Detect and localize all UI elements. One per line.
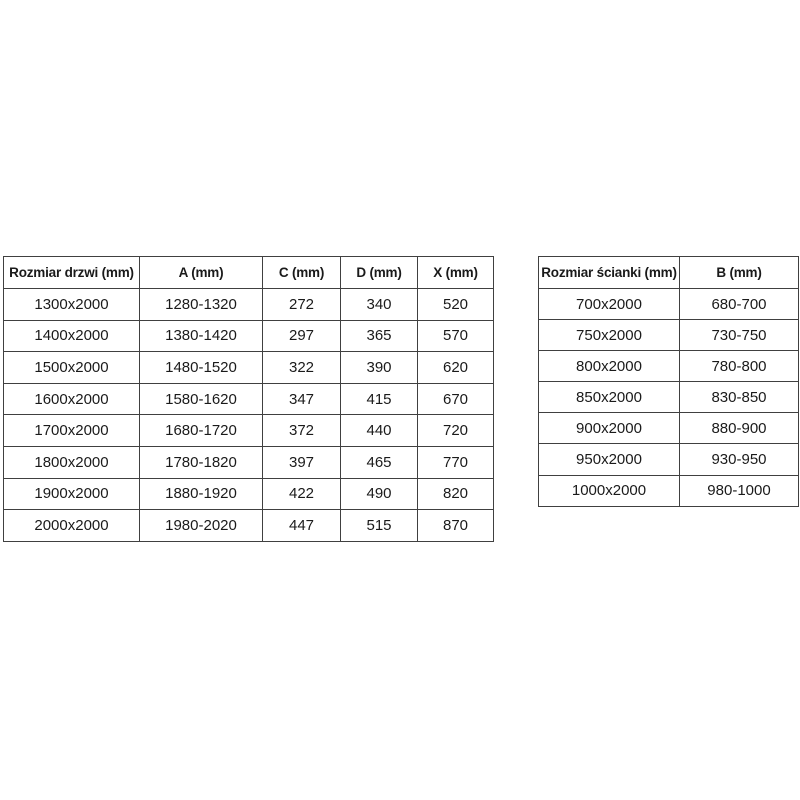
table-cell: 770 — [418, 446, 494, 478]
table-row — [539, 475, 799, 506]
column-header: B (mm) — [680, 257, 799, 289]
table-cell: 680-700 — [680, 289, 799, 320]
table-cell: 730-750 — [680, 320, 799, 351]
table-cell: 780-800 — [680, 351, 799, 382]
table-row — [539, 413, 799, 444]
table-cell: 340 — [341, 289, 418, 321]
table-cell: 2000x2000 — [4, 510, 140, 542]
table-row — [4, 289, 494, 321]
table-cell: 447 — [263, 510, 341, 542]
table-row — [4, 320, 494, 352]
table-cell: 422 — [263, 478, 341, 510]
wall-sizes-table-body — [539, 289, 799, 507]
table-row — [4, 352, 494, 384]
table-cell: 1500x2000 — [4, 352, 140, 384]
table-row — [539, 444, 799, 475]
door-sizes-table-body — [4, 289, 494, 542]
table-cell: 1400x2000 — [4, 320, 140, 352]
table-cell: 1000x2000 — [539, 475, 680, 506]
table-cell: 372 — [263, 415, 341, 447]
table-row — [4, 478, 494, 510]
table-cell: 830-850 — [680, 382, 799, 413]
table-cell: 670 — [418, 383, 494, 415]
column-header: C (mm) — [263, 257, 341, 289]
table-cell: 820 — [418, 478, 494, 510]
table-cell: 750x2000 — [539, 320, 680, 351]
table-cell: 490 — [341, 478, 418, 510]
table-cell: 365 — [341, 320, 418, 352]
table-cell: 440 — [341, 415, 418, 447]
table-row — [539, 382, 799, 413]
table-cell: 800x2000 — [539, 351, 680, 382]
table-cell: 465 — [341, 446, 418, 478]
table-row — [539, 289, 799, 320]
table-cell: 1980-2020 — [140, 510, 263, 542]
table-row — [4, 446, 494, 478]
table-cell: 1580-1620 — [140, 383, 263, 415]
table-row — [4, 383, 494, 415]
table-cell: 397 — [263, 446, 341, 478]
table-cell: 950x2000 — [539, 444, 680, 475]
table-cell: 515 — [341, 510, 418, 542]
table-cell: 930-950 — [680, 444, 799, 475]
table-cell: 1700x2000 — [4, 415, 140, 447]
table-cell: 415 — [341, 383, 418, 415]
table-cell: 900x2000 — [539, 413, 680, 444]
table-cell: 297 — [263, 320, 341, 352]
table-cell: 1880-1920 — [140, 478, 263, 510]
header-row — [4, 257, 494, 289]
table-cell: 620 — [418, 352, 494, 384]
table-cell: 1600x2000 — [4, 383, 140, 415]
wall-sizes-table-head — [539, 257, 799, 289]
table-cell: 1300x2000 — [4, 289, 140, 321]
table-cell: 347 — [263, 383, 341, 415]
column-header: X (mm) — [418, 257, 494, 289]
table-cell: 850x2000 — [539, 382, 680, 413]
column-header: A (mm) — [140, 257, 263, 289]
column-header: Rozmiar ścianki (mm) — [539, 257, 680, 289]
header-row — [539, 257, 799, 289]
door-sizes-table — [3, 256, 494, 542]
table-cell: 720 — [418, 415, 494, 447]
table-cell: 520 — [418, 289, 494, 321]
table-cell: 272 — [263, 289, 341, 321]
door-sizes-table-head — [4, 257, 494, 289]
table-cell: 570 — [418, 320, 494, 352]
table-row — [539, 351, 799, 382]
table-cell: 322 — [263, 352, 341, 384]
table-cell: 1780-1820 — [140, 446, 263, 478]
table-cell: 1900x2000 — [4, 478, 140, 510]
table-cell: 1480-1520 — [140, 352, 263, 384]
table-row — [4, 415, 494, 447]
table-cell: 1800x2000 — [4, 446, 140, 478]
table-row — [4, 510, 494, 542]
column-header: D (mm) — [341, 257, 418, 289]
column-header: Rozmiar drzwi (mm) — [4, 257, 140, 289]
table-cell: 980-1000 — [680, 475, 799, 506]
table-row — [539, 320, 799, 351]
table-cell: 1280-1320 — [140, 289, 263, 321]
table-cell: 880-900 — [680, 413, 799, 444]
table-cell: 700x2000 — [539, 289, 680, 320]
table-cell: 1380-1420 — [140, 320, 263, 352]
table-cell: 870 — [418, 510, 494, 542]
table-cell: 390 — [341, 352, 418, 384]
wall-sizes-table — [538, 256, 799, 507]
table-cell: 1680-1720 — [140, 415, 263, 447]
